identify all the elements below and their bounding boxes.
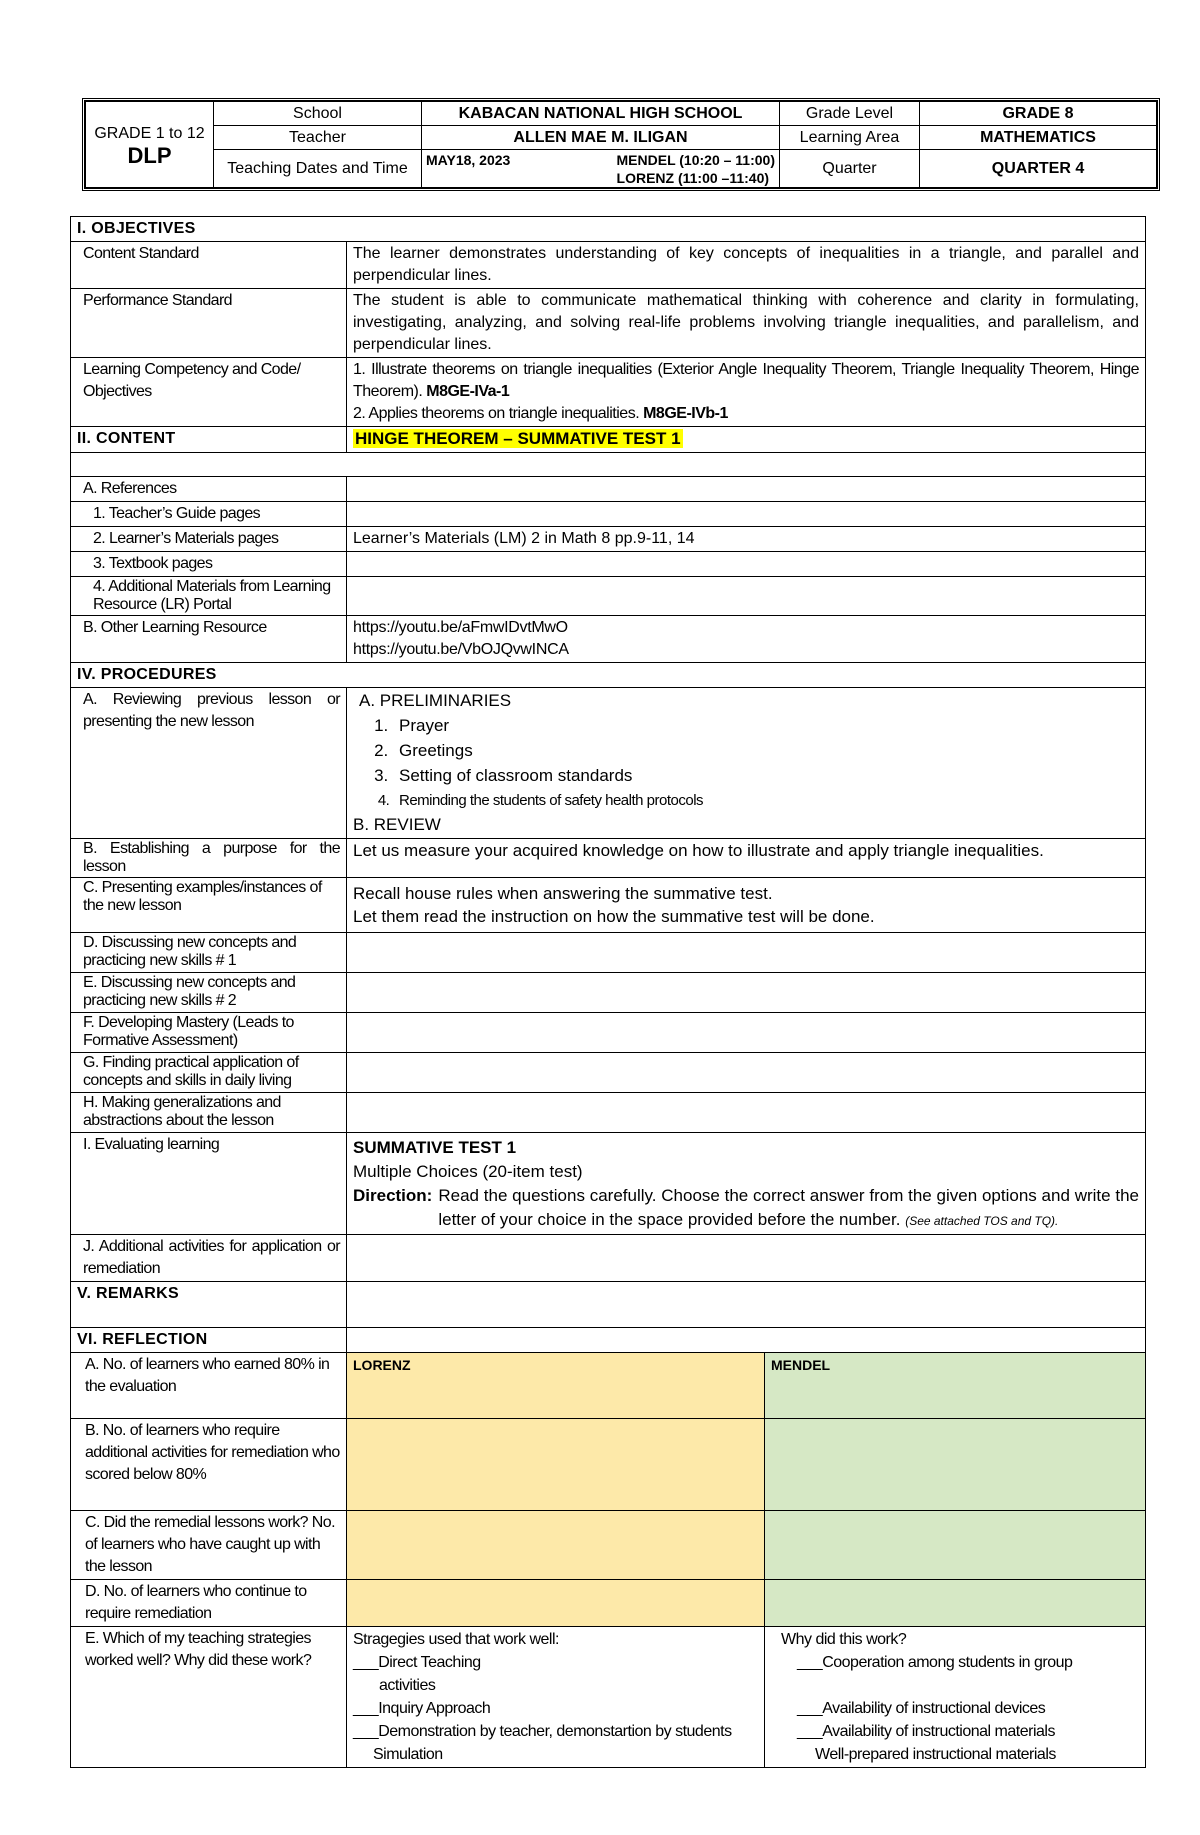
content-standard-label: Content Standard <box>71 242 347 289</box>
direction-label: Direction: <box>353 1186 433 1205</box>
procedure-d-label: D. Discussing new concepts and practicing new skills # 1 <box>71 933 347 973</box>
direction-text: Read the questions carefully. Choose the correct answer from the given options and write the letter of your choice in the space provided before the number. <box>438 1186 1139 1229</box>
references-label: A. References <box>71 477 347 502</box>
reflection-c-mendel[interactable] <box>765 1511 1146 1580</box>
content-standard-text: The learner demonstrates understanding of key concepts of inequalities in a triangle, and parallel and perpendicular lines. <box>347 242 1146 289</box>
procedure-g-value <box>347 1053 1146 1093</box>
preliminaries-title: A. PRELIMINARIES <box>359 691 512 710</box>
learning-area-value: MATHEMATICS <box>920 126 1157 150</box>
direction-note: (See attached TOS and TQ). <box>905 1214 1059 1228</box>
teacher-label: Teacher <box>214 126 422 150</box>
strategy-item: ___Demonstration by teacher, demonstartion by students <box>353 1723 732 1740</box>
grade-range: GRADE 1 to 12 <box>94 124 205 142</box>
preliminaries-item: 1. Prayer <box>393 713 1139 738</box>
lm-value: Learner’s Materials (LM) 2 in Math 8 pp.9-11, 14 <box>347 527 1146 552</box>
summative-title: SUMMATIVE TEST 1 <box>353 1138 517 1157</box>
dlp-cell <box>86 102 214 188</box>
content-topic: HINGE THEOREM – SUMMATIVE TEST 1 <box>355 429 681 448</box>
content-heading: II. CONTENT <box>71 427 347 453</box>
why-item: ___Availability of instructional devices <box>797 1700 1046 1717</box>
teaching-date: MAY18, 2023 <box>426 151 511 168</box>
performance-standard-label: Performance Standard <box>71 289 347 358</box>
reflection-d-mendel[interactable] <box>765 1580 1146 1627</box>
textbook-value <box>347 552 1146 577</box>
dlp-main-table <box>70 216 1146 1768</box>
procedure-d-value <box>347 933 1146 973</box>
reflection-c-label: C. Did the remedial lessons work? No. of learners who have caught up with the lesson <box>71 1511 347 1580</box>
quarter-value: QUARTER 4 <box>920 150 1157 188</box>
reflection-d-label: D. No. of learners who continue to require remediation <box>71 1580 347 1627</box>
dates-label: Teaching Dates and Time <box>214 150 422 188</box>
procedure-j-label: J. Additional activities for application or remediation <box>71 1235 347 1282</box>
procedure-c-text-2: Let them read the instruction on how the summative test will be done. <box>353 907 875 926</box>
remarks-value <box>347 1282 1146 1328</box>
strategy-item: ___Inquiry Approach <box>353 1700 491 1717</box>
competency-row <box>71 358 1146 427</box>
procedure-f-value <box>347 1013 1146 1053</box>
content-standard-row <box>71 242 1146 289</box>
objectives-heading: I. OBJECTIVES <box>71 217 1146 242</box>
performance-standard-row <box>71 289 1146 358</box>
competency-1: 1. Illustrate theorems on triangle inequalities (Exterior Angle Inequality Theorem, Triangle Inequality Theorem, Hinge Theorem). <box>353 361 1139 400</box>
procedure-a-row <box>71 688 1146 839</box>
additional-label: 4. Additional Materials from Learning Resource (LR) Portal <box>71 577 347 616</box>
blank-cell <box>71 453 1146 477</box>
why-title: Why did this work? <box>781 1631 907 1648</box>
blank-row <box>71 453 1146 477</box>
performance-standard-text: The student is able to communicate mathematical thinking with coherence and clarity in formulating, investigating, analyzing, and solving real-life problems involving triangle inequalities, and parallelism, and perpendicular lines. <box>347 289 1146 358</box>
procedure-c-label: C. Presenting examples/instances of the new lesson <box>71 878 347 933</box>
content-row <box>71 427 1146 453</box>
teacher-value: ALLEN MAE M. ILIGAN <box>422 126 780 150</box>
reflection-e-label: E. Which of my teaching strategies worked well? Why did these work? <box>71 1627 347 1768</box>
strategy-item: ___Direct Teaching <box>353 1654 481 1671</box>
reflection-b-mendel[interactable] <box>765 1419 1146 1511</box>
learning-area-label: Learning Area <box>780 126 920 150</box>
procedure-h-value <box>347 1093 1146 1133</box>
procedure-e-label: E. Discussing new concepts and practicing new skills # 2 <box>71 973 347 1013</box>
procedure-c-text-1: Recall house rules when answering the summative test. <box>353 884 773 903</box>
objectives-heading-row <box>71 217 1146 242</box>
tg-label: 1. Teacher’s Guide pages <box>71 502 347 527</box>
dates-value <box>422 150 780 188</box>
tg-value <box>347 502 1146 527</box>
procedure-b-text: Let us measure your acquired knowledge on how to illustrate and apply triangle inequalities. <box>347 839 1146 878</box>
summative-subtitle: Multiple Choices (20-item test) <box>353 1162 583 1181</box>
preliminaries-item: 3. Setting of classroom standards <box>393 763 1139 788</box>
why-item: Well-prepared instructional materials <box>815 1746 1056 1763</box>
quarter-label: Quarter <box>780 150 920 188</box>
grade-level-value: GRADE 8 <box>920 102 1157 126</box>
review-title: B. REVIEW <box>353 815 441 834</box>
reflection-heading: VI. REFLECTION <box>71 1328 347 1353</box>
grade-level-label: Grade Level <box>780 102 920 126</box>
preliminaries-item: 2. Greetings <box>393 738 1139 763</box>
procedure-b-label: B. Establishing a purpose for the lesson <box>71 839 347 878</box>
procedures-heading: IV. PROCEDURES <box>71 663 1146 688</box>
why-item: ___Cooperation among students in group <box>797 1654 1073 1671</box>
lm-label: 2. Learner’s Materials pages <box>71 527 347 552</box>
procedure-j-value <box>347 1235 1146 1282</box>
procedure-f-label: F. Developing Mastery (Leads to Formative Assessment) <box>71 1013 347 1053</box>
why-item: ___Availability of instructional materials <box>797 1723 1055 1740</box>
header-table <box>82 98 1160 191</box>
reflection-d-lorenz[interactable] <box>347 1580 765 1627</box>
school-label: School <box>214 102 422 126</box>
procedure-i-label: I. Evaluating learning <box>71 1133 347 1235</box>
procedure-h-label: H. Making generalizations and abstractions about the lesson <box>71 1093 347 1133</box>
strategy-item: activities <box>379 1677 436 1694</box>
strategies-title: Stragegies used that work well: <box>353 1631 559 1648</box>
reflection-b-label: B. No. of learners who require additional activities for remediation who scored below 80% <box>71 1419 347 1511</box>
procedure-e-value <box>347 973 1146 1013</box>
competency-2-code: M8GE-IVb-1 <box>643 405 728 422</box>
competency-2: 2. Applies theorems on triangle inequalities. <box>353 405 640 422</box>
reflection-b-lorenz[interactable] <box>347 1419 765 1511</box>
procedure-i-row <box>71 1133 1146 1235</box>
resource-link-2[interactable]: https://youtu.be/VbOJQvwINCA <box>353 641 569 658</box>
strategy-item: Simulation <box>373 1746 443 1763</box>
reflection-c-lorenz[interactable] <box>347 1511 765 1580</box>
preliminaries-item: 4. Reminding the students of safety health protocols <box>393 788 1139 813</box>
mendel-header: MENDEL <box>765 1353 1146 1419</box>
lorenz-header: LORENZ <box>347 1353 765 1419</box>
textbook-label: 3. Textbook pages <box>71 552 347 577</box>
reflection-heading-value <box>347 1328 1146 1353</box>
resource-link-1[interactable]: https://youtu.be/aFmwIDvtMwO <box>353 619 568 636</box>
references-value <box>347 477 1146 502</box>
preliminaries-list <box>353 713 1139 813</box>
procedure-g-label: G. Finding practical application of concepts and skills in daily living <box>71 1053 347 1093</box>
procedure-a-label: A. Reviewing previous lesson or presenting the new lesson <box>71 688 347 839</box>
dlp-title: DLP <box>127 142 172 168</box>
time-mendel: MENDEL (10:20 – 11:00) <box>616 151 775 168</box>
additional-value <box>347 577 1146 616</box>
other-resource-label: B. Other Learning Resource <box>71 616 347 663</box>
remarks-heading: V. REMARKS <box>71 1282 347 1328</box>
competency-1-code: M8GE-IVa-1 <box>426 383 510 400</box>
time-lorenz: LORENZ (11:00 –11:40) <box>616 169 770 186</box>
competency-label: Learning Competency and Code/ Objectives <box>71 358 347 427</box>
school-value: KABACAN NATIONAL HIGH SCHOOL <box>422 102 780 126</box>
procedures-heading-row <box>71 663 1146 688</box>
reflection-a-label: A. No. of learners who earned 80% in the evaluation <box>71 1353 347 1419</box>
